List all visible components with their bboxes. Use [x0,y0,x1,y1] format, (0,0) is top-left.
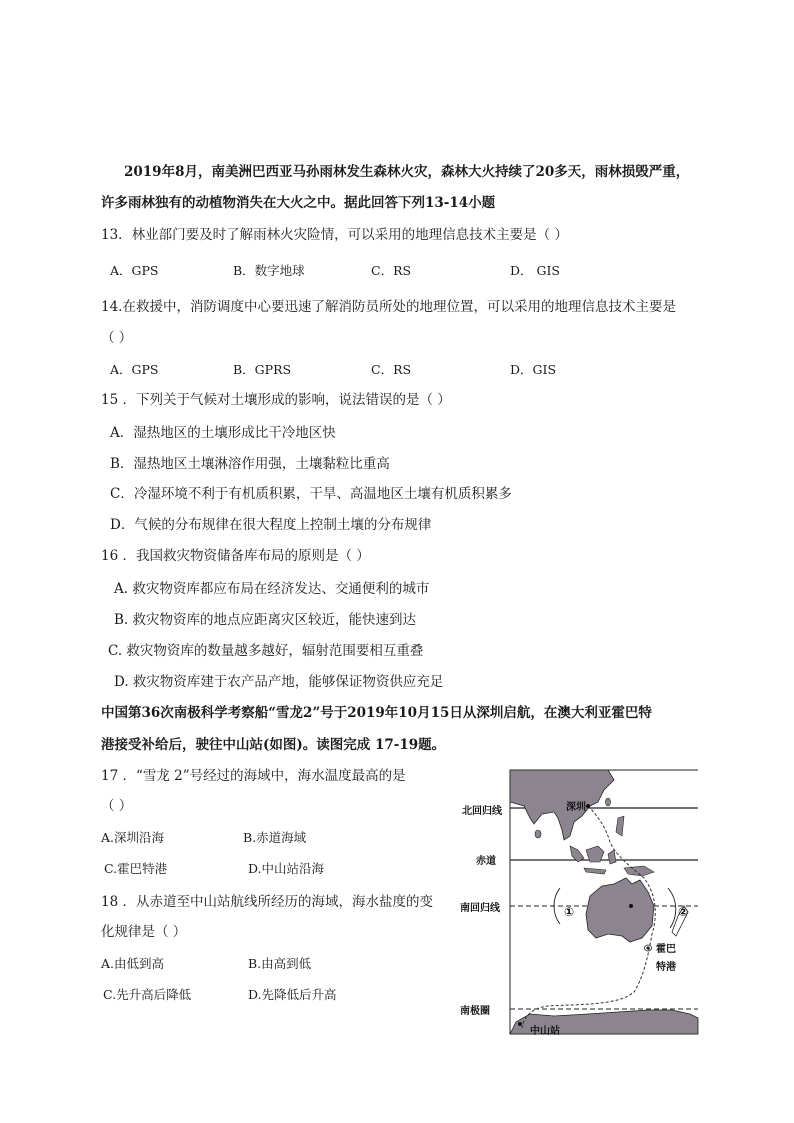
q18-stem2: 化规律是（ ） [101,924,187,940]
map-label-marker1: ① [564,905,575,919]
philippines-island [616,816,624,836]
map-label-marker2: ② [678,905,689,919]
map-label-tropic-north: 北回归线 [462,806,502,817]
q14-stem: 14.在救援中，消防调度中心要迅速了解消防员所处的地理位置，可以采用的地理信息技术主要是 [101,299,676,315]
australia-landmass [586,878,654,942]
map-label-tropic-south: 南回归线 [460,903,500,914]
q18-stem: 18 ．从赤道至中山站航线所经历的海域，海水盐度的变 [101,894,433,910]
q17-option-d[interactable]: D.中山站沿海 [248,861,325,876]
q16-option-d[interactable]: D. 救灾物资库建于农产品产地，能够保证物资供应充足 [114,674,444,690]
map-label-equator: 赤道 [476,856,496,867]
q13-option-c[interactable]: C．RS [371,263,412,278]
route-map [458,766,702,1040]
q16-stem: 16 ．我国救灾物资储备库布局的原则是（ ） [101,548,370,564]
intro2-line2: 港接受补给后，驶往中山站(如图)。读图完成 17-19题。 [101,737,446,753]
q14-option-c[interactable]: C．RS [371,362,412,377]
australia-dot [629,904,633,908]
q18-option-d[interactable]: D.先降低后升高 [248,987,337,1002]
q16-option-b[interactable]: B. 救灾物资库的地点应距离灾区较近，能快速到达 [114,612,417,628]
q15-stem: 15 ．下列关于气候对土壤形成的影响，说法错误的是（ ） [101,392,451,408]
marker2-arc [668,888,676,928]
q14-option-b[interactable]: B．GPRS [233,362,292,377]
q13-option-b[interactable]: B．数字地球 [233,263,305,278]
q15-option-d[interactable]: D．气候的分布规律在很大程度上控制土壤的分布规律 [110,517,432,533]
map-label-hobart-2: 特港 [656,962,676,973]
q16-option-a[interactable]: A. 救灾物资库都应布局在经济发达、交通便利的城市 [114,581,430,597]
q17-option-c[interactable]: C.霍巴特港 [104,861,168,876]
map-label-shenzhen: 深圳 [566,802,586,813]
zhongshan-marker [518,1022,522,1026]
q18-option-a[interactable]: A.由低到高 [101,956,165,971]
q16-option-c[interactable]: C. 救灾物资库的数量越多越好，辐射范围要相互重叠 [108,643,424,659]
map-label-hobart-1: 霍巴 [656,944,676,955]
sri-lanka-island [535,830,541,838]
intro1-line2: 许多雨林独有的动植物消失在大火之中。据此回答下列13-14小题 [101,195,496,211]
sulawesi-island [608,850,616,864]
q17-stem2: （ ） [101,798,133,814]
q13-option-a[interactable]: A．GPS [110,263,159,278]
q17-option-a[interactable]: A.深圳沿海 [101,830,165,845]
hobart-marker [647,947,650,950]
q17-stem: 17 ．“雪龙 2”号经过的海域中，海水温度最高的是 [101,768,406,784]
q15-option-c[interactable]: C．冷湿环境不利于有机质积累，干旱、高温地区土壤有机质积累多 [110,486,512,502]
taiwan-island [606,798,611,806]
q18-option-c[interactable]: C.先升高后降低 [103,987,192,1002]
q13-option-d[interactable]: D． GIS [510,263,560,278]
java-island [584,868,606,874]
map-label-zhongshan: 中山站 [530,1026,560,1037]
shenzhen-marker [586,804,590,808]
intro2-line1: 中国第36次南极科学考察船“雪龙2”号于2019年10月15日从深圳启航，在澳大利亚霍巴特 [101,705,652,721]
new-guinea-island [624,866,654,876]
q14-option-a[interactable]: A．GPS [110,362,159,377]
asia-landmass [510,770,614,840]
q15-option-b[interactable]: B．湿热地区土壤淋溶作用强，土壤黏粒比重高 [110,456,390,472]
map-label-antarctic-circle: 南极圈 [460,1006,490,1017]
q15-option-a[interactable]: A．湿热地区的土壤形成比干冷地区快 [110,425,336,441]
q13-stem: 13．林业部门要及时了解雨林火灾险情，可以采用的地理信息技术主要是（ ） [101,227,568,243]
q14-stem2: （ ） [101,330,133,346]
intro1-line1: 2019年8月，南美洲巴西亚马孙雨林发生森林火灾，森林大火持续了20多天，雨林损毁严重， [124,164,690,180]
q14-option-d[interactable]: D．GIS [510,362,557,377]
q18-option-b[interactable]: B.由高到低 [248,956,312,971]
q17-option-b[interactable]: B.赤道海域 [243,830,307,845]
